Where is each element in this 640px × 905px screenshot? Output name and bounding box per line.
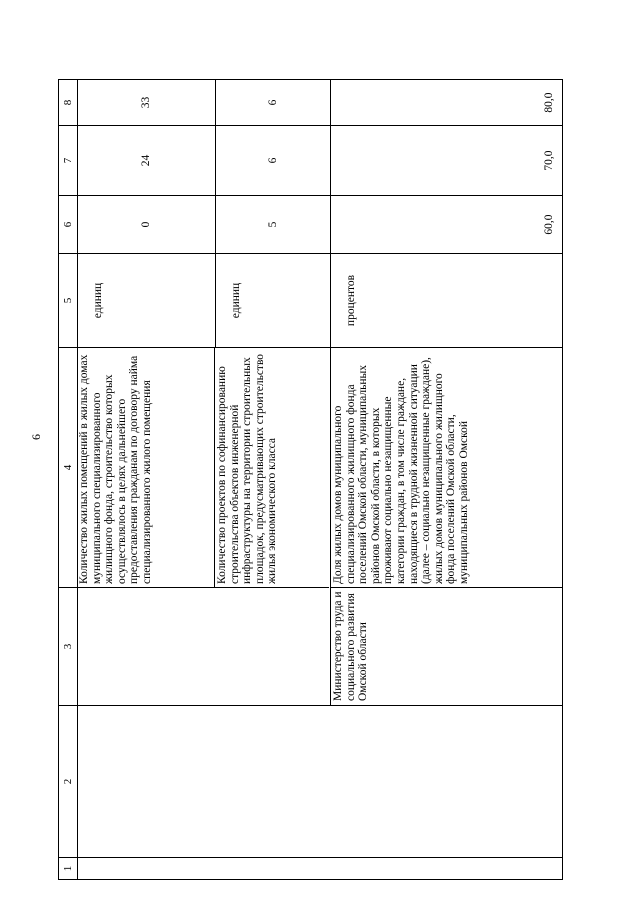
header-cell: 3 (59, 588, 78, 706)
header-cell: 5 (59, 254, 78, 348)
indicator-text: Количество жилых помещений в жилых домах муниципального специализированного жилищного фонда, строительство которых осуществлялось в целях дальнейшего предоставления гражданам по договору найма специализированного жилого помещения (77, 348, 214, 588)
cell-col1 (78, 858, 563, 880)
value-cell: 0 (78, 196, 216, 254)
value-cell: 70,0 (331, 126, 563, 196)
unit-cell: процентов (331, 254, 563, 348)
rotated-table-container (58, 80, 563, 880)
value-cell: 6 (216, 126, 331, 196)
page-number: 6 (29, 434, 43, 440)
ministry-cell: Министерство труда и социального развития Омской области (331, 588, 563, 706)
header-cell: 1 (59, 858, 78, 880)
value-cell: 6 (216, 80, 331, 126)
header-cell: 4 (59, 348, 78, 588)
header-row (59, 80, 78, 880)
indicator-cell: Доля жилых домов муниципального специализированного жилищного фонда поселений Омской области, муниципальных районов Омской области, в которых проживают социально незащищенные категории граждан, в том числе граждане, находящиеся в трудной жизненной ситуации (далее – социально незащищенные граждане), жилых домов муниципального жилищного фонда поселений Омской области, муниципальных районов Омской (331, 348, 563, 588)
cell-col2 (78, 706, 563, 858)
unit-cell: единиц (216, 254, 331, 348)
indicator-text: Количество проектов по софинансированию строительства объектов инженерной инфраструктуры на территории строительных площадок, предусматривающих строительство жилья экономического класса (214, 348, 329, 588)
header-cell: 8 (59, 80, 78, 126)
value-cell: 60,0 (331, 196, 563, 254)
header-cell: 7 (59, 126, 78, 196)
value-cell: 33 (78, 80, 216, 126)
unit-cell: единиц (78, 254, 216, 348)
header-cell: 2 (59, 706, 78, 858)
header-cell: 6 (59, 196, 78, 254)
indicator-overlay (77, 348, 329, 588)
value-cell: 80,0 (331, 80, 563, 126)
value-cell: 5 (216, 196, 331, 254)
value-cell: 24 (78, 126, 216, 196)
